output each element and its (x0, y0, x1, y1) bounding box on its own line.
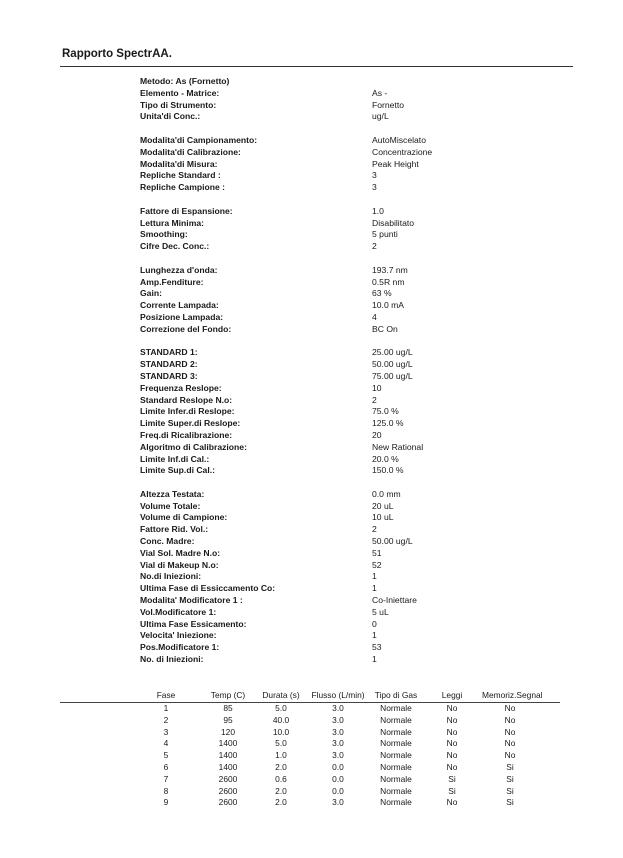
cell-flusso: 0.0 (332, 785, 344, 796)
parameter-value: 0.0 mm (372, 488, 401, 499)
parameter-label: Modalita' Modificatore 1 : (140, 595, 243, 606)
cell-durata: 5.0 (275, 703, 287, 713)
cell-fase: 9 (163, 797, 169, 808)
parameter-row (140, 560, 560, 572)
parameter-row (140, 206, 560, 218)
parameter-value: 63 % (372, 288, 392, 299)
parameter-row (140, 111, 560, 123)
cell-flusso: 0.0 (332, 761, 344, 772)
parameter-row (140, 359, 560, 371)
header-temp: Temp (C) (210, 690, 246, 700)
parameter-value: 150.0 % (372, 465, 404, 476)
parameter-label: Ultima Fase di Essiccamento Co: (140, 583, 276, 594)
parameter-value: Co-Iniettare (372, 595, 417, 606)
parameter-row (140, 241, 560, 253)
parameter-row (140, 489, 560, 501)
parameter-label: STANDARD 2: (140, 359, 198, 370)
cell-temp: 2600 (218, 773, 238, 784)
parameter-row (140, 288, 560, 300)
parameter-label: Vial Sol. Madre N.o: (140, 547, 221, 558)
cell-durata: 2.0 (275, 797, 287, 808)
parameter-label: Vol.Modificatore 1: (140, 606, 217, 617)
parameter-row (140, 524, 560, 536)
cell-fase: 5 (163, 750, 169, 761)
table-row (60, 750, 560, 762)
parameter-label: Limite Super.di Reslope: (140, 418, 241, 429)
table-body (60, 703, 560, 809)
parameter-row (140, 501, 560, 513)
parameter-row (140, 265, 560, 277)
parameter-row (140, 312, 560, 324)
cell-leggi: No (446, 750, 458, 761)
parameter-value: 50.00 ug/L (372, 536, 413, 547)
parameter-label: Modalita'di Misura: (140, 158, 218, 169)
parameter-value: 10.0 mA (372, 300, 405, 311)
cell-fase: 6 (163, 761, 169, 772)
parameter-value: AutoMiscelato (372, 134, 426, 145)
parameter-label: Standard Reslope N.o: (140, 394, 233, 405)
group-spacer (140, 477, 560, 489)
parameter-label: Limite Sup.di Cal.: (140, 465, 215, 476)
cell-flusso: 0.0 (332, 773, 344, 784)
header-memoriz: Memoriz.Segnal (482, 690, 543, 700)
parameter-value: 20 uL (372, 500, 394, 511)
cell-tipo-gas: Normale (380, 738, 412, 749)
cell-tipo-gas: Normale (380, 785, 412, 796)
table-header-row (60, 689, 560, 701)
parameter-row (140, 571, 560, 583)
parameter-row (140, 418, 560, 430)
group-spacer (140, 123, 560, 135)
cell-tipo-gas: Normale (380, 797, 412, 808)
cell-durata: 2.0 (275, 761, 287, 772)
cell-flusso: 3.0 (332, 714, 344, 725)
cell-leggi: No (446, 797, 458, 808)
cell-temp: 1400 (218, 750, 238, 761)
parameter-value: 2 (372, 524, 377, 535)
cell-memoriz: Si (506, 797, 514, 808)
cell-memoriz: No (504, 726, 516, 737)
parameter-row (140, 630, 560, 642)
parameter-value: 5 punti (372, 229, 398, 240)
parameter-value: 125.0 % (372, 418, 404, 429)
parameter-row (140, 454, 560, 466)
cell-temp: 120 (221, 726, 235, 737)
parameter-value: 52 (372, 559, 382, 570)
parameter-value: Peak Height (372, 158, 419, 169)
parameter-row (140, 147, 560, 159)
parameter-label: Conc. Madre: (140, 536, 195, 547)
parameter-label: Modalita'di Calibrazione: (140, 146, 241, 157)
cell-leggi: No (446, 726, 458, 737)
parameter-row (140, 88, 560, 100)
cell-tipo-gas: Normale (380, 726, 412, 737)
cell-memoriz: No (504, 738, 516, 749)
parameter-row (140, 536, 560, 548)
parameter-value: Concentrazione (372, 146, 433, 157)
cell-fase: 1 (163, 703, 169, 713)
furnace-program-table (60, 689, 560, 808)
cell-leggi: No (446, 738, 458, 749)
parameter-value: 10 (372, 382, 382, 393)
parameter-row (140, 619, 560, 631)
table-row (60, 703, 560, 715)
group-spacer (140, 194, 560, 206)
cell-tipo-gas: Normale (380, 714, 412, 725)
parameter-row (140, 135, 560, 147)
parameter-row (140, 229, 560, 241)
parameter-row (140, 395, 560, 407)
parameter-row (140, 159, 560, 171)
cell-fase: 8 (163, 785, 169, 796)
cell-temp: 1400 (218, 738, 238, 749)
cell-flusso: 3.0 (332, 726, 344, 737)
cell-tipo-gas: Normale (380, 703, 412, 713)
cell-temp: 85 (223, 703, 233, 713)
parameter-row (140, 324, 560, 336)
parameter-label: No. di Iniezioni: (140, 654, 204, 665)
header-leggi: Leggi (441, 690, 463, 700)
table-row (60, 786, 560, 798)
parameter-row (140, 76, 560, 88)
parameter-label: Corrente Lampada: (140, 300, 219, 311)
cell-tipo-gas: Normale (380, 750, 412, 761)
parameter-value: BC On (372, 323, 398, 334)
cell-durata: 5.0 (275, 738, 287, 749)
cell-memoriz: No (504, 750, 516, 761)
cell-durata: 40.0 (272, 714, 290, 725)
parameter-row (140, 371, 560, 383)
cell-fase: 3 (163, 726, 169, 737)
parameter-label: Volume Totale: (140, 500, 201, 511)
cell-flusso: 3.0 (332, 797, 344, 808)
parameter-value: 1 (372, 654, 377, 665)
parameter-row (140, 642, 560, 654)
cell-leggi: No (446, 703, 458, 713)
parameter-label: Ultima Fase Essicamento: (140, 618, 247, 629)
parameter-label: Frequenza Reslope: (140, 382, 222, 393)
parameter-value: 193.7 nm (372, 264, 408, 275)
cell-fase: 2 (163, 714, 169, 725)
parameter-value: 75.0 % (372, 406, 399, 417)
cell-leggi: No (446, 714, 458, 725)
header-tipo-gas: Tipo di Gas (374, 690, 418, 700)
parameter-label: Correzione del Fondo: (140, 323, 232, 334)
cell-flusso: 3.0 (332, 750, 344, 761)
parameter-row (140, 347, 560, 359)
cell-flusso: 3.0 (332, 738, 344, 749)
cell-tipo-gas: Normale (380, 761, 412, 772)
parameter-value: Disabilitato (372, 217, 415, 228)
table-row (60, 797, 560, 809)
parameter-value: 1 (372, 630, 377, 641)
cell-temp: 1400 (218, 761, 238, 772)
cell-leggi: Si (448, 785, 456, 796)
parameter-value: 51 (372, 547, 382, 558)
parameter-value: 2 (372, 241, 377, 252)
parameter-value: 2 (372, 394, 377, 405)
parameter-label: Volume di Campione: (140, 512, 228, 523)
parameter-label: Algoritmo di Calibrazione: (140, 441, 247, 452)
parameter-label: Repliche Campione : (140, 182, 225, 193)
parameter-row (140, 654, 560, 666)
parameter-row (140, 383, 560, 395)
parameter-value: 0 (372, 618, 377, 629)
parameter-label: Velocita' Iniezione: (140, 630, 217, 641)
parameter-label: Pos.Modificatore 1: (140, 642, 220, 653)
report-title: Rapporto SpectrAA. (62, 48, 172, 60)
header-durata: Durata (s) (262, 690, 300, 700)
table-row (60, 762, 560, 774)
cell-fase: 7 (163, 773, 169, 784)
parameter-value: 1.0 (372, 205, 384, 216)
parameter-label: Modalita'di Campionamento: (140, 134, 258, 145)
parameter-value: 75.00 ug/L (372, 370, 413, 381)
parameter-row (140, 406, 560, 418)
parameter-label: Metodo: As (Fornetto) (140, 76, 230, 86)
cell-durata: 1.0 (275, 750, 287, 761)
parameter-label: Fattore Rid. Vol.: (140, 524, 209, 535)
parameter-label: Amp.Fenditure: (140, 276, 204, 287)
parameter-label: Altezza Testata: (140, 488, 205, 499)
group-spacer (140, 253, 560, 265)
cell-tipo-gas: Normale (380, 773, 412, 784)
parameter-row (140, 583, 560, 595)
cell-temp: 2600 (218, 785, 238, 796)
parameter-label: STANDARD 3: (140, 370, 198, 381)
parameter-value: New Rational (372, 441, 424, 452)
parameter-row (140, 277, 560, 289)
cell-memoriz: Si (506, 785, 514, 796)
parameter-value: 3 (372, 182, 377, 193)
parameter-row (140, 218, 560, 230)
parameter-label: Unita'di Conc.: (140, 111, 201, 122)
parameter-row (140, 548, 560, 560)
parameter-label: Smoothing: (140, 229, 188, 240)
cell-memoriz: No (504, 714, 516, 725)
parameter-label: Freq.di Ricalibrazione: (140, 429, 233, 440)
parameter-value: 50.00 ug/L (372, 359, 413, 370)
parameter-value: 3 (372, 170, 377, 181)
title-divider (60, 66, 573, 67)
parameter-label: Lettura Minima: (140, 217, 204, 228)
cell-durata: 2.0 (275, 785, 287, 796)
parameter-value: 5 uL (372, 606, 389, 617)
table-row (60, 727, 560, 739)
parameter-label: Cifre Dec. Conc.: (140, 241, 210, 252)
parameter-value: 20.0 % (372, 453, 399, 464)
parameter-label: Gain: (140, 288, 162, 299)
parameter-row (140, 512, 560, 524)
cell-fase: 4 (163, 738, 169, 749)
parameter-value: 25.00 ug/L (372, 347, 413, 358)
parameter-label: Limite Infer.di Reslope: (140, 406, 235, 417)
parameter-row (140, 300, 560, 312)
cell-memoriz: No (504, 703, 516, 713)
parameter-row (140, 100, 560, 112)
parameter-value: Fornetto (372, 99, 405, 110)
parameter-label: Tipo di Strumento: (140, 99, 217, 110)
parameter-label: Elemento - Matrice: (140, 87, 220, 98)
cell-temp: 95 (223, 714, 233, 725)
cell-temp: 2600 (218, 797, 238, 808)
parameter-row (140, 465, 560, 477)
parameter-value: ug/L (372, 111, 389, 122)
cell-flusso: 3.0 (332, 703, 344, 713)
table-row (60, 738, 560, 750)
parameter-label: No.di Iniezioni: (140, 571, 202, 582)
parameter-list (140, 76, 560, 666)
parameter-label: Posizione Lampada: (140, 311, 224, 322)
cell-durata: 0.6 (275, 773, 287, 784)
cell-durata: 10.0 (272, 726, 290, 737)
parameter-row (140, 430, 560, 442)
parameter-value: 0.5R nm (372, 276, 405, 287)
parameter-value: 10 uL (372, 512, 394, 523)
parameter-label: Vial di Makeup N.o: (140, 559, 219, 570)
parameter-label: Fattore di Espansione: (140, 205, 233, 216)
parameter-row (140, 595, 560, 607)
parameter-value: As - (372, 87, 388, 98)
header-flusso: Flusso (L/min) (311, 690, 365, 700)
parameter-row (140, 442, 560, 454)
parameter-label: Repliche Standard : (140, 170, 221, 181)
parameter-value: 20 (372, 429, 382, 440)
parameter-row (140, 170, 560, 182)
parameter-value: 1 (372, 583, 377, 594)
parameter-label: Lunghezza d'onda: (140, 264, 218, 275)
parameter-value: 4 (372, 311, 377, 322)
cell-leggi: Si (448, 773, 456, 784)
cell-leggi: No (446, 761, 458, 772)
parameter-label: Limite Inf.di Cal.: (140, 453, 210, 464)
cell-memoriz: Si (506, 761, 514, 772)
table-row (60, 715, 560, 727)
parameter-row (140, 182, 560, 194)
parameter-label: STANDARD 1: (140, 347, 198, 358)
group-spacer (140, 336, 560, 348)
parameter-value: 53 (372, 642, 382, 653)
parameter-value: 1 (372, 571, 377, 582)
cell-memoriz: Si (506, 773, 514, 784)
table-row (60, 774, 560, 786)
header-fase: Fase (156, 690, 176, 700)
parameter-row (140, 607, 560, 619)
